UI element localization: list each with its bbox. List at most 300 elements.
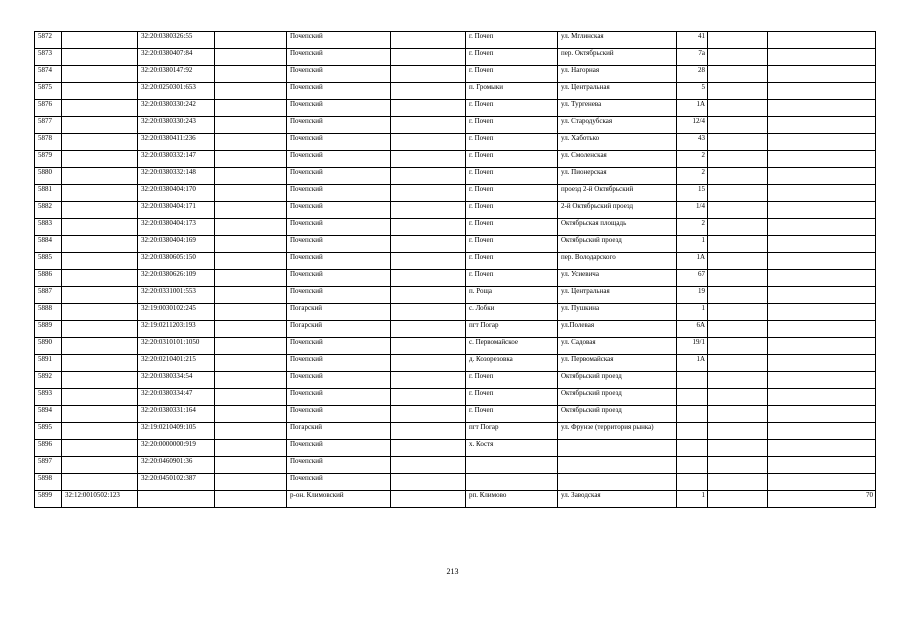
locality-cell: г. Почеп	[466, 389, 558, 406]
row-number-cell: 5881	[35, 185, 62, 202]
row-number-cell: 5895	[35, 423, 62, 440]
district-cell: Почепский	[287, 440, 391, 457]
district-cell: Почепский	[287, 185, 391, 202]
street-cell: ул. Центральная	[558, 83, 677, 100]
house-number-cell: 19	[677, 287, 708, 304]
cadastral-alt-cell	[62, 440, 138, 457]
cadastral-alt-cell	[62, 117, 138, 134]
blank-cell-c	[708, 440, 768, 457]
house-number-cell: 41	[677, 32, 708, 49]
locality-cell: г. Почеп	[466, 100, 558, 117]
house-number-cell: 2	[677, 168, 708, 185]
house-number-cell: 1А	[677, 253, 708, 270]
cadastral-number-cell: 32:20:0380326:55	[138, 32, 215, 49]
table-row	[35, 151, 876, 168]
locality-cell: пгт Погар	[466, 321, 558, 338]
cadastral-alt-cell	[62, 338, 138, 355]
cadastral-number-cell: 32:20:0210401:215	[138, 355, 215, 372]
cadastral-number-cell: 32:19:0210409:105	[138, 423, 215, 440]
extra-value-cell	[768, 406, 876, 423]
table-row	[35, 372, 876, 389]
row-number-cell: 5899	[35, 491, 62, 508]
blank-cell-b	[391, 457, 466, 474]
row-number-cell: 5882	[35, 202, 62, 219]
table-row	[35, 491, 876, 508]
district-cell: Погарский	[287, 423, 391, 440]
blank-cell-b	[391, 83, 466, 100]
cadastral-number-cell: 32:20:0380330:243	[138, 117, 215, 134]
blank-cell-c	[708, 491, 768, 508]
extra-value-cell	[768, 185, 876, 202]
blank-cell-b	[391, 389, 466, 406]
blank-cell-c	[708, 457, 768, 474]
blank-cell-a	[215, 423, 287, 440]
blank-cell-a	[215, 219, 287, 236]
blank-cell-a	[215, 304, 287, 321]
extra-value-cell	[768, 440, 876, 457]
street-cell	[558, 440, 677, 457]
cadastral-alt-cell	[62, 219, 138, 236]
row-number-cell: 5875	[35, 83, 62, 100]
locality-cell: п. Роща	[466, 287, 558, 304]
cadastral-number-cell: 32:20:0380404:171	[138, 202, 215, 219]
locality-cell: г. Почеп	[466, 185, 558, 202]
blank-cell-b	[391, 474, 466, 491]
blank-cell-a	[215, 49, 287, 66]
district-cell: Погарский	[287, 304, 391, 321]
cadastral-number-cell: 32:19:0030102:245	[138, 304, 215, 321]
blank-cell-b	[391, 185, 466, 202]
blank-cell-b	[391, 372, 466, 389]
blank-cell-c	[708, 117, 768, 134]
blank-cell-a	[215, 457, 287, 474]
blank-cell-c	[708, 168, 768, 185]
blank-cell-a	[215, 474, 287, 491]
extra-value-cell	[768, 49, 876, 66]
street-cell: Октябрьский проезд	[558, 406, 677, 423]
house-number-cell: 15	[677, 185, 708, 202]
extra-value-cell	[768, 270, 876, 287]
street-cell	[558, 474, 677, 491]
blank-cell-c	[708, 287, 768, 304]
extra-value-cell	[768, 66, 876, 83]
cadastral-alt-cell	[62, 236, 138, 253]
extra-value-cell	[768, 457, 876, 474]
cadastral-number-cell: 32:20:0380330:242	[138, 100, 215, 117]
locality-cell: пгт Погар	[466, 423, 558, 440]
row-number-cell: 5888	[35, 304, 62, 321]
extra-value-cell	[768, 219, 876, 236]
blank-cell-a	[215, 100, 287, 117]
district-cell: Почепский	[287, 474, 391, 491]
extra-value-cell	[768, 287, 876, 304]
house-number-cell: 1/4	[677, 202, 708, 219]
locality-cell: г. Почеп	[466, 32, 558, 49]
table-row	[35, 134, 876, 151]
table-row	[35, 185, 876, 202]
district-cell: Почепский	[287, 457, 391, 474]
blank-cell-c	[708, 321, 768, 338]
street-cell: ул. Садовая	[558, 338, 677, 355]
cadastral-alt-cell	[62, 151, 138, 168]
blank-cell-a	[215, 134, 287, 151]
table-row	[35, 100, 876, 117]
row-number-cell: 5883	[35, 219, 62, 236]
district-cell: Почепский	[287, 83, 391, 100]
district-cell: Почепский	[287, 287, 391, 304]
blank-cell-c	[708, 389, 768, 406]
extra-value-cell	[768, 474, 876, 491]
table-row	[35, 202, 876, 219]
extra-value-cell	[768, 372, 876, 389]
district-cell: Почепский	[287, 338, 391, 355]
cadastral-number-cell: 32:20:0450102:387	[138, 474, 215, 491]
locality-cell: д. Козорезовка	[466, 355, 558, 372]
row-number-cell: 5894	[35, 406, 62, 423]
blank-cell-b	[391, 202, 466, 219]
cadastral-number-cell: 32:20:0460901:36	[138, 457, 215, 474]
blank-cell-b	[391, 406, 466, 423]
blank-cell-a	[215, 389, 287, 406]
house-number-cell: 12/4	[677, 117, 708, 134]
house-number-cell: 1	[677, 304, 708, 321]
blank-cell-c	[708, 474, 768, 491]
table-row	[35, 236, 876, 253]
street-cell: ул. Пионерская	[558, 168, 677, 185]
locality-cell: рп. Климово	[466, 491, 558, 508]
extra-value-cell	[768, 321, 876, 338]
locality-cell: п. Громыки	[466, 83, 558, 100]
cadastral-number-cell	[138, 491, 215, 508]
house-number-cell	[677, 440, 708, 457]
blank-cell-b	[391, 423, 466, 440]
blank-cell-c	[708, 338, 768, 355]
street-cell: ул. Тургенева	[558, 100, 677, 117]
blank-cell-c	[708, 83, 768, 100]
extra-value-cell	[768, 389, 876, 406]
district-cell: Почепский	[287, 219, 391, 236]
house-number-cell	[677, 406, 708, 423]
blank-cell-c	[708, 66, 768, 83]
district-cell: Почепский	[287, 117, 391, 134]
blank-cell-c	[708, 406, 768, 423]
cadastral-number-cell: 32:20:0380332:147	[138, 151, 215, 168]
extra-value-cell	[768, 355, 876, 372]
cadastral-alt-cell	[62, 83, 138, 100]
table-row	[35, 219, 876, 236]
row-number-cell: 5890	[35, 338, 62, 355]
blank-cell-b	[391, 304, 466, 321]
locality-cell: г. Почеп	[466, 270, 558, 287]
locality-cell: с. Первомайское	[466, 338, 558, 355]
blank-cell-c	[708, 270, 768, 287]
blank-cell-a	[215, 117, 287, 134]
cadastral-number-cell: 32:19:0211203:193	[138, 321, 215, 338]
blank-cell-c	[708, 134, 768, 151]
blank-cell-a	[215, 202, 287, 219]
house-number-cell	[677, 457, 708, 474]
blank-cell-c	[708, 185, 768, 202]
cadastral-alt-cell	[62, 304, 138, 321]
street-cell: пер. Октябрьский	[558, 49, 677, 66]
district-cell: Почепский	[287, 202, 391, 219]
district-cell: Почепский	[287, 253, 391, 270]
blank-cell-a	[215, 491, 287, 508]
locality-cell	[466, 474, 558, 491]
house-number-cell: 1А	[677, 100, 708, 117]
cadastral-alt-cell	[62, 423, 138, 440]
blank-cell-b	[391, 287, 466, 304]
blank-cell-a	[215, 83, 287, 100]
row-number-cell: 5879	[35, 151, 62, 168]
row-number-cell: 5878	[35, 134, 62, 151]
street-cell: Октябрьский проезд	[558, 236, 677, 253]
table-row	[35, 49, 876, 66]
table-row	[35, 83, 876, 100]
locality-cell: г. Почеп	[466, 49, 558, 66]
row-number-cell: 5885	[35, 253, 62, 270]
district-cell: Почепский	[287, 406, 391, 423]
cadastral-alt-cell	[62, 372, 138, 389]
cadastral-number-cell: 32:20:0310101:1050	[138, 338, 215, 355]
street-cell: ул. Хаботько	[558, 134, 677, 151]
cadastral-alt-cell	[62, 321, 138, 338]
row-number-cell: 5889	[35, 321, 62, 338]
locality-cell: г. Почеп	[466, 66, 558, 83]
locality-cell: г. Почеп	[466, 168, 558, 185]
cadastral-alt-cell	[62, 406, 138, 423]
cadastral-alt-cell	[62, 32, 138, 49]
blank-cell-c	[708, 202, 768, 219]
cadastral-alt-cell	[62, 355, 138, 372]
district-cell: Почепский	[287, 66, 391, 83]
blank-cell-a	[215, 66, 287, 83]
street-cell: ул. Усиевича	[558, 270, 677, 287]
row-number-cell: 5897	[35, 457, 62, 474]
district-cell: Почепский	[287, 49, 391, 66]
table-row	[35, 457, 876, 474]
district-cell: Почепский	[287, 134, 391, 151]
blank-cell-b	[391, 151, 466, 168]
house-number-cell: 1А	[677, 355, 708, 372]
blank-cell-a	[215, 253, 287, 270]
extra-value-cell	[768, 134, 876, 151]
cadastral-number-cell: 32:20:0380407:84	[138, 49, 215, 66]
house-number-cell	[677, 389, 708, 406]
cadastral-number-cell: 32:20:0380626:109	[138, 270, 215, 287]
district-cell: Почепский	[287, 372, 391, 389]
blank-cell-c	[708, 100, 768, 117]
blank-cell-c	[708, 32, 768, 49]
cadastral-number-cell: 32:20:0380147:92	[138, 66, 215, 83]
row-number-cell: 5896	[35, 440, 62, 457]
blank-cell-b	[391, 66, 466, 83]
cadastral-alt-cell	[62, 134, 138, 151]
street-cell: ул. Первомайская	[558, 355, 677, 372]
extra-value-cell	[768, 151, 876, 168]
locality-cell: г. Почеп	[466, 219, 558, 236]
extra-value-cell	[768, 423, 876, 440]
cadastral-alt-cell: 32:12:0010502:123	[62, 491, 138, 508]
house-number-cell: 7а	[677, 49, 708, 66]
cadastral-number-cell: 32:20:0380404:173	[138, 219, 215, 236]
district-cell: Погарский	[287, 321, 391, 338]
house-number-cell	[677, 423, 708, 440]
blank-cell-a	[215, 372, 287, 389]
blank-cell-b	[391, 270, 466, 287]
district-cell: Почепский	[287, 355, 391, 372]
blank-cell-c	[708, 236, 768, 253]
blank-cell-b	[391, 168, 466, 185]
table-row	[35, 270, 876, 287]
street-cell: ул.Полевая	[558, 321, 677, 338]
street-cell: ул. Стародубская	[558, 117, 677, 134]
cadastral-alt-cell	[62, 202, 138, 219]
cadastral-alt-cell	[62, 185, 138, 202]
cadastral-number-cell: 32:20:0380331:164	[138, 406, 215, 423]
house-number-cell: 5	[677, 83, 708, 100]
house-number-cell	[677, 372, 708, 389]
blank-cell-a	[215, 338, 287, 355]
locality-cell: г. Почеп	[466, 151, 558, 168]
row-number-cell: 5893	[35, 389, 62, 406]
cadastral-number-cell: 32:20:0380404:170	[138, 185, 215, 202]
extra-value-cell	[768, 253, 876, 270]
district-cell: Почепский	[287, 168, 391, 185]
extra-value-cell	[768, 168, 876, 185]
cadastral-alt-cell	[62, 474, 138, 491]
blank-cell-a	[215, 151, 287, 168]
locality-cell: г. Почеп	[466, 253, 558, 270]
street-cell: проезд 2-й Октябрьский	[558, 185, 677, 202]
locality-cell	[466, 457, 558, 474]
table-row	[35, 32, 876, 49]
blank-cell-c	[708, 423, 768, 440]
row-number-cell: 5884	[35, 236, 62, 253]
locality-cell: г. Почеп	[466, 117, 558, 134]
cadastral-alt-cell	[62, 66, 138, 83]
extra-value-cell	[768, 304, 876, 321]
cadastral-number-cell: 32:20:0380404:169	[138, 236, 215, 253]
blank-cell-b	[391, 32, 466, 49]
cadastral-alt-cell	[62, 49, 138, 66]
blank-cell-b	[391, 491, 466, 508]
street-cell: ул. Фрунзе (территория рынка)	[558, 423, 677, 440]
blank-cell-a	[215, 168, 287, 185]
extra-value-cell	[768, 236, 876, 253]
row-number-cell: 5898	[35, 474, 62, 491]
district-cell: р-он. Климовский	[287, 491, 391, 508]
blank-cell-c	[708, 219, 768, 236]
locality-cell: х. Костя	[466, 440, 558, 457]
house-number-cell	[677, 474, 708, 491]
blank-cell-a	[215, 440, 287, 457]
blank-cell-b	[391, 219, 466, 236]
row-number-cell: 5880	[35, 168, 62, 185]
cadastral-number-cell: 32:20:0000000:919	[138, 440, 215, 457]
district-cell: Почепский	[287, 151, 391, 168]
cadastral-alt-cell	[62, 168, 138, 185]
table-row	[35, 474, 876, 491]
table-row	[35, 423, 876, 440]
property-table	[34, 31, 876, 508]
table-row	[35, 287, 876, 304]
row-number-cell: 5874	[35, 66, 62, 83]
cadastral-alt-cell	[62, 270, 138, 287]
blank-cell-b	[391, 321, 466, 338]
street-cell: Октябрьская площадь	[558, 219, 677, 236]
blank-cell-a	[215, 287, 287, 304]
extra-value-cell	[768, 83, 876, 100]
house-number-cell: 28	[677, 66, 708, 83]
cadastral-alt-cell	[62, 287, 138, 304]
street-cell: ул. Мглинская	[558, 32, 677, 49]
table-row	[35, 406, 876, 423]
row-number-cell: 5892	[35, 372, 62, 389]
blank-cell-a	[215, 355, 287, 372]
street-cell: ул. Заводская	[558, 491, 677, 508]
cadastral-alt-cell	[62, 253, 138, 270]
street-cell	[558, 457, 677, 474]
street-cell: ул. Смоленская	[558, 151, 677, 168]
street-cell: пер. Володарского	[558, 253, 677, 270]
blank-cell-a	[215, 321, 287, 338]
house-number-cell: 1	[677, 491, 708, 508]
table-row	[35, 389, 876, 406]
page-number: 213	[446, 567, 459, 576]
locality-cell: г. Почеп	[466, 372, 558, 389]
cadastral-number-cell: 32:20:0250301:653	[138, 83, 215, 100]
locality-cell: с. Лобки	[466, 304, 558, 321]
district-cell: Почепский	[287, 32, 391, 49]
blank-cell-b	[391, 134, 466, 151]
table-row	[35, 117, 876, 134]
extra-value-cell	[768, 100, 876, 117]
row-number-cell: 5877	[35, 117, 62, 134]
locality-cell: г. Почеп	[466, 406, 558, 423]
street-cell: ул. Центральная	[558, 287, 677, 304]
street-cell: ул. Пушкина	[558, 304, 677, 321]
street-cell: Октябрьский проезд	[558, 372, 677, 389]
extra-value-cell	[768, 338, 876, 355]
table-row	[35, 338, 876, 355]
blank-cell-a	[215, 406, 287, 423]
blank-cell-b	[391, 117, 466, 134]
district-cell: Почепский	[287, 270, 391, 287]
blank-cell-c	[708, 355, 768, 372]
blank-cell-a	[215, 236, 287, 253]
house-number-cell: 67	[677, 270, 708, 287]
cadastral-number-cell: 32:20:0380334:47	[138, 389, 215, 406]
table-row	[35, 440, 876, 457]
extra-value-cell	[768, 32, 876, 49]
blank-cell-a	[215, 32, 287, 49]
blank-cell-b	[391, 440, 466, 457]
extra-value-cell	[768, 117, 876, 134]
blank-cell-c	[708, 304, 768, 321]
row-number-cell: 5873	[35, 49, 62, 66]
street-cell: ул. Нагорная	[558, 66, 677, 83]
district-cell: Почепский	[287, 100, 391, 117]
blank-cell-b	[391, 49, 466, 66]
table-row	[35, 168, 876, 185]
locality-cell: г. Почеп	[466, 202, 558, 219]
row-number-cell: 5876	[35, 100, 62, 117]
house-number-cell: 6А	[677, 321, 708, 338]
table-row	[35, 253, 876, 270]
house-number-cell: 2	[677, 219, 708, 236]
district-cell: Почепский	[287, 236, 391, 253]
